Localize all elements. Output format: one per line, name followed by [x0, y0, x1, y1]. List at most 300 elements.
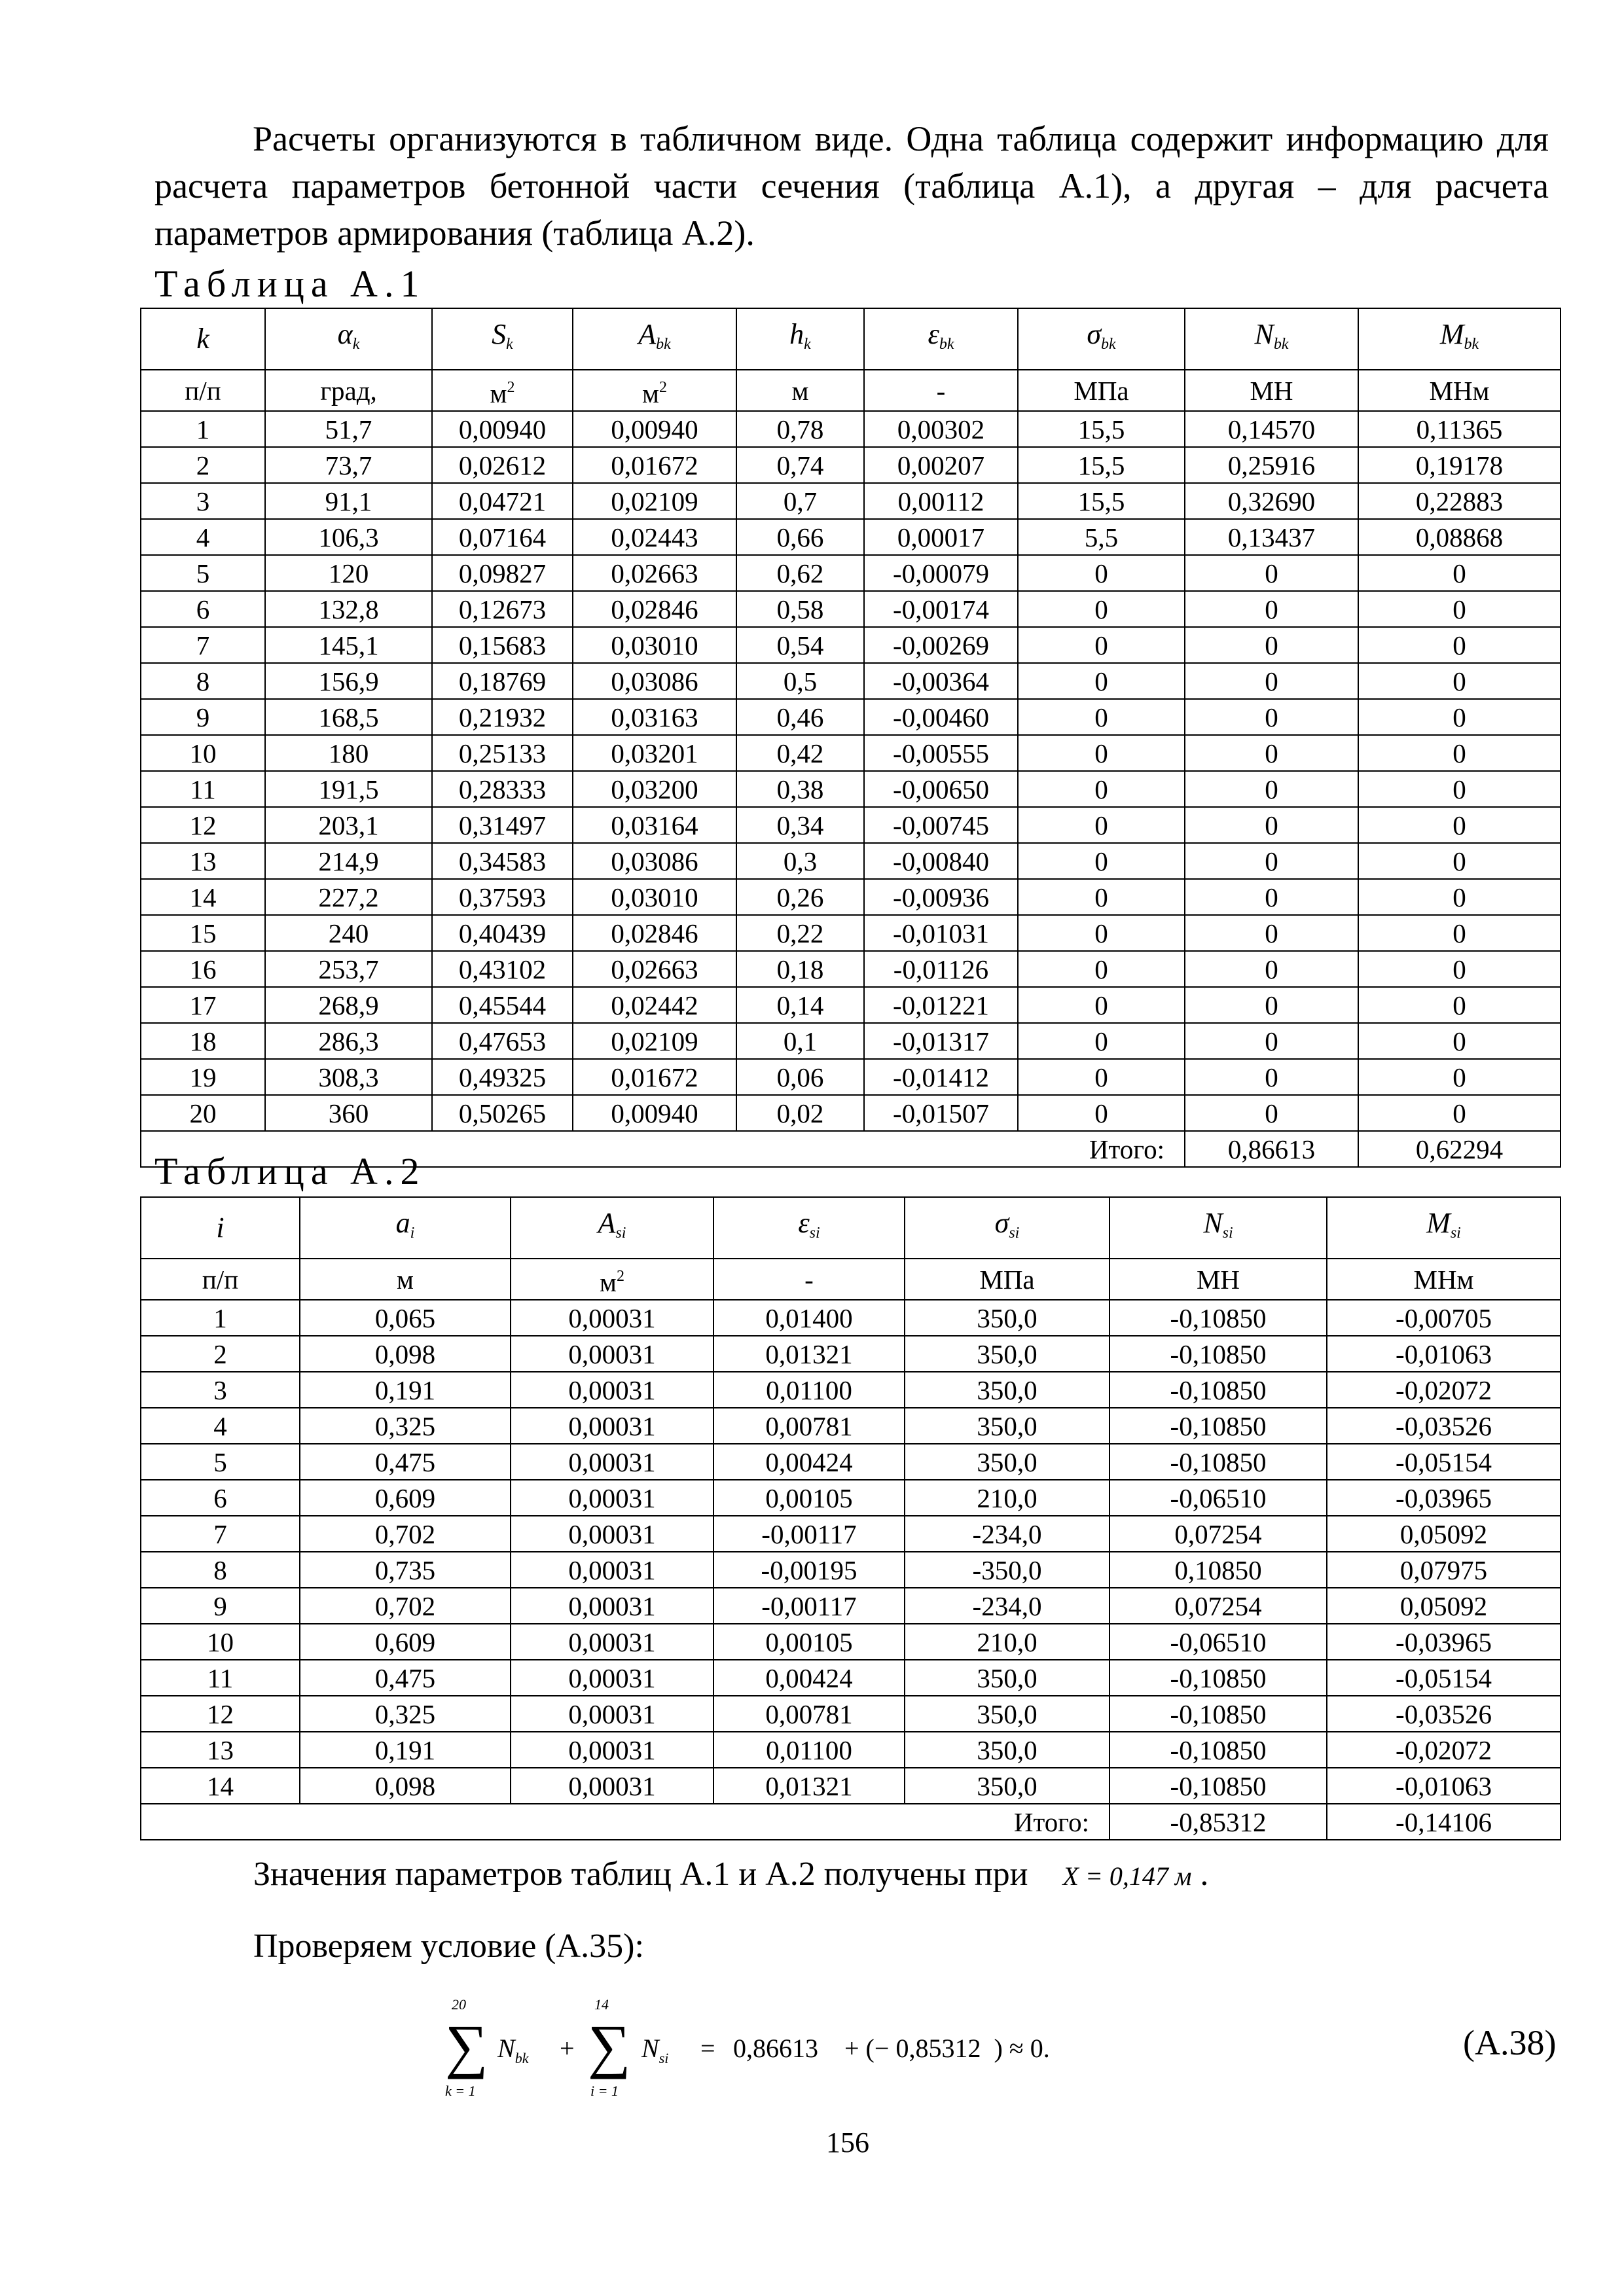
table1-cell: 0,28333: [432, 771, 573, 807]
table1-cell: 0: [1018, 699, 1185, 735]
table1-row: [141, 411, 1561, 447]
table2-cell: 0,00031: [511, 1336, 713, 1372]
table1-cell: 0: [1185, 771, 1358, 807]
table1-cell: 0,02612: [432, 447, 573, 483]
table1-cell: 6: [141, 591, 265, 627]
table1-cell: 360: [265, 1095, 432, 1131]
table1-unit-text: град,: [320, 375, 377, 406]
table2-unit-cell: [141, 1259, 300, 1300]
table2-unit-text: м: [397, 1264, 414, 1295]
table1-cell: 0,66: [736, 519, 864, 555]
table2-cell: 0,00031: [511, 1768, 713, 1804]
table1-cell: 0: [1358, 843, 1561, 879]
table2-row: [141, 1696, 1561, 1732]
table1-cell: 0,13437: [1185, 519, 1358, 555]
table2-cell: 0,01100: [713, 1372, 905, 1408]
table1-row: [141, 555, 1561, 591]
table1-cell: -0,01031: [864, 915, 1018, 951]
table1-cell: 11: [141, 771, 265, 807]
table1-cell: 0: [1185, 915, 1358, 951]
table1-cell: -0,00364: [864, 663, 1018, 699]
table2-cell: -0,00117: [713, 1588, 905, 1624]
table2-cell: 0,00031: [511, 1444, 713, 1480]
table1-header-cell: [432, 308, 573, 370]
table1-cell: 168,5: [265, 699, 432, 735]
table1-cell: 0,03200: [573, 771, 736, 807]
table2-row: [141, 1516, 1561, 1552]
table1-header-row: [141, 308, 1561, 370]
formula-value1: 0,86613: [733, 2034, 818, 2063]
table1-header-subscript: k: [506, 335, 513, 353]
table2-unit-cell: [713, 1259, 905, 1300]
table1-cell: 0: [1018, 1095, 1185, 1131]
table1-cell: 0,02663: [573, 951, 736, 987]
table1-cell: -0,01317: [864, 1023, 1018, 1059]
table2-cell: 350,0: [905, 1372, 1110, 1408]
table1-cell: -0,01412: [864, 1059, 1018, 1095]
table1-row: [141, 699, 1561, 735]
table1-cell: -0,01221: [864, 987, 1018, 1023]
table1-total-m: 0,62294: [1358, 1131, 1561, 1167]
table2-row: [141, 1480, 1561, 1516]
table1-cell: 0,03086: [573, 663, 736, 699]
table1-cell: 0: [1018, 915, 1185, 951]
table1-cell: -0,01507: [864, 1095, 1018, 1131]
table1-row: [141, 771, 1561, 807]
table2-cell: 0,00781: [713, 1696, 905, 1732]
table2-total-row: [141, 1804, 1561, 1840]
table1-cell: 91,1: [265, 483, 432, 519]
table2-cell: -0,10850: [1110, 1444, 1327, 1480]
table2-cell: -0,03526: [1327, 1696, 1561, 1732]
table1-cell: 0: [1358, 699, 1561, 735]
sum2-upper-limit: 14: [594, 1996, 609, 2013]
sum1-term: $N_{bk}$: [497, 2034, 529, 2066]
table2-cell: 0,098: [300, 1336, 511, 1372]
table1-cell: 253,7: [265, 951, 432, 987]
table1-unit-cell: [573, 370, 736, 411]
table2-cell: 350,0: [905, 1696, 1110, 1732]
sum1-upper-limit: 20: [452, 1996, 466, 2013]
table1-header-subscript: bk: [656, 335, 671, 353]
table1-unit-text: МН: [1250, 375, 1293, 406]
table1-cell: 0: [1018, 843, 1185, 879]
table2-cell: 4: [141, 1408, 300, 1444]
table2-unit-superscript: 2: [616, 1268, 624, 1285]
table-a1: [140, 308, 1561, 1168]
table2-header-symbol: i: [216, 1211, 225, 1244]
table1-cell: 20: [141, 1095, 265, 1131]
formula-value2: + (− 0,85312 ) ≈ 0.: [844, 2034, 1050, 2063]
table2-cell: 5: [141, 1444, 300, 1480]
table1-cell: 0: [1018, 627, 1185, 663]
table1-cell: 0,5: [736, 663, 864, 699]
table1-cell: 214,9: [265, 843, 432, 879]
table2-cell: -0,00705: [1327, 1300, 1561, 1336]
table1-cell: 15,5: [1018, 483, 1185, 519]
table1-unit-text: МПа: [1074, 375, 1129, 406]
table2-cell: 11: [141, 1660, 300, 1696]
table1-cell: 0,03010: [573, 879, 736, 915]
table1-header-subscript: bk: [939, 335, 954, 353]
table2-cell: 0,00031: [511, 1372, 713, 1408]
table1-row: [141, 1023, 1561, 1059]
table2-header-cell: [300, 1197, 511, 1259]
table2-cell: -0,10850: [1110, 1768, 1327, 1804]
table2-caption: Таблица А.2: [154, 1150, 426, 1193]
table2-cell: 14: [141, 1768, 300, 1804]
table1-cell: 9: [141, 699, 265, 735]
table1-cell: 0,02109: [573, 1023, 736, 1059]
table1-cell: 0,19178: [1358, 447, 1561, 483]
table2-unit-cell: [1327, 1259, 1561, 1300]
table1-cell: 0: [1185, 951, 1358, 987]
table1-cell: 0: [1185, 879, 1358, 915]
table1-cell: 0,11365: [1358, 411, 1561, 447]
table1-unit-text: МНм: [1429, 375, 1490, 406]
table1-cell: 0,06: [736, 1059, 864, 1095]
table1-cell: 286,3: [265, 1023, 432, 1059]
table1-unit-superscript: 2: [507, 379, 515, 396]
table2-header-cell: [713, 1197, 905, 1259]
table1-cell: 0: [1018, 1059, 1185, 1095]
table1-cell: 0: [1185, 843, 1358, 879]
table1-row: [141, 1095, 1561, 1131]
table2-header-symbol: a: [395, 1206, 410, 1239]
sum2-symbol: ∑: [588, 2013, 631, 2079]
table2-cell: 0,01100: [713, 1732, 905, 1768]
table1-header-symbol: α: [337, 317, 353, 350]
table2-unit-cell: [905, 1259, 1110, 1300]
table1-cell: 0,02: [736, 1095, 864, 1131]
table2-cell: 0,702: [300, 1588, 511, 1624]
table2-header-symbol: σ: [994, 1206, 1009, 1239]
table1-row: [141, 843, 1561, 879]
table1-cell: 51,7: [265, 411, 432, 447]
table2-cell: 350,0: [905, 1660, 1110, 1696]
table2-cell: 0,191: [300, 1372, 511, 1408]
table1-row: [141, 1059, 1561, 1095]
table1-cell: 0: [1018, 951, 1185, 987]
table1-cell: 0,02109: [573, 483, 736, 519]
table2-cell: -234,0: [905, 1516, 1110, 1552]
table1-cell: 0,22883: [1358, 483, 1561, 519]
sum1-lower-limit: k = 1: [445, 2083, 476, 2099]
table1-cell: 0,31497: [432, 807, 573, 843]
table2-cell: 0,325: [300, 1408, 511, 1444]
table1-cell: 0,15683: [432, 627, 573, 663]
table2-cell: 0,00105: [713, 1624, 905, 1660]
table1-row: [141, 915, 1561, 951]
table2-unit-text: МНм: [1413, 1264, 1474, 1295]
table1-cell: 0,09827: [432, 555, 573, 591]
table1-header-cell: [1358, 308, 1561, 370]
table1-unit-cell: [1018, 370, 1185, 411]
table1-cell: 0,50265: [432, 1095, 573, 1131]
table2-unit-cell: [511, 1259, 713, 1300]
table2-cell: -0,10850: [1110, 1732, 1327, 1768]
table2-cell: 350,0: [905, 1408, 1110, 1444]
table2-cell: 0,00424: [713, 1444, 905, 1480]
table2-cell: -0,10850: [1110, 1336, 1327, 1372]
table1-unit-text: -: [936, 375, 946, 406]
table-a2: [140, 1196, 1561, 1840]
table1-cell: 0,54: [736, 627, 864, 663]
table1-row: [141, 447, 1561, 483]
table1-cell: 106,3: [265, 519, 432, 555]
table2-cell: 3: [141, 1372, 300, 1408]
table1-cell: 5: [141, 555, 265, 591]
table1-cell: 0: [1358, 1023, 1561, 1059]
table2-cell: 8: [141, 1552, 300, 1588]
table1-header-symbol: h: [789, 317, 804, 350]
table2-unit-text: МН: [1196, 1264, 1240, 1295]
sum-formula: [445, 1996, 1231, 2101]
table2-header-symbol: ε: [798, 1206, 810, 1239]
table2-header-symbol: A: [598, 1206, 616, 1239]
table1-header-symbol: σ: [1087, 317, 1102, 350]
values-line: [253, 1854, 1208, 1897]
table1-header-symbol: M: [1439, 317, 1464, 350]
page-number: 156: [826, 2126, 869, 2159]
table2-cell: -0,03526: [1327, 1408, 1561, 1444]
table2-row: [141, 1336, 1561, 1372]
table2-cell: -0,01063: [1327, 1768, 1561, 1804]
table2-cell: -0,02072: [1327, 1372, 1561, 1408]
table1-header-symbol: N: [1254, 317, 1274, 350]
table1-cell: 12: [141, 807, 265, 843]
table1-cell: 0: [1018, 807, 1185, 843]
table2-cell: 0,01400: [713, 1300, 905, 1336]
table1-cell: 0,21932: [432, 699, 573, 735]
table1-cell: 0: [1358, 555, 1561, 591]
table2-row: [141, 1408, 1561, 1444]
table1-cell: 203,1: [265, 807, 432, 843]
table1-cell: 19: [141, 1059, 265, 1095]
table1-unit-text: м: [791, 375, 809, 406]
table1-cell: 0,03201: [573, 735, 736, 771]
table2-cell: 0,00031: [511, 1732, 713, 1768]
table1-row: [141, 807, 1561, 843]
table1-cell: 0,00940: [432, 411, 573, 447]
table1-cell: 0: [1185, 627, 1358, 663]
table1-row: [141, 591, 1561, 627]
table1-header-cell: [573, 308, 736, 370]
table1-cell: 0: [1018, 771, 1185, 807]
table2-cell: 0,00031: [511, 1696, 713, 1732]
table2-cell: 7: [141, 1516, 300, 1552]
table2-cell: 0,325: [300, 1696, 511, 1732]
table2-header-cell: [1327, 1197, 1561, 1259]
table1-cell: 0,08868: [1358, 519, 1561, 555]
table1-row: [141, 519, 1561, 555]
table1-header-symbol: A: [638, 317, 657, 350]
table2-row: [141, 1552, 1561, 1588]
table2-cell: -0,10850: [1110, 1300, 1327, 1336]
check-line: Проверяем условие (А.35):: [253, 1928, 644, 1965]
table1-cell: 0,00940: [573, 1095, 736, 1131]
table1-cell: 0,42: [736, 735, 864, 771]
table2-row: [141, 1300, 1561, 1336]
table2-cell: 0,07254: [1110, 1516, 1327, 1552]
table2-header-subscript: i: [410, 1224, 415, 1242]
table1-cell: 0,02846: [573, 915, 736, 951]
table2-cell: 0,10850: [1110, 1552, 1327, 1588]
table1-unit-cell: [1185, 370, 1358, 411]
table2-cell: 0,00424: [713, 1660, 905, 1696]
table2-header-cell: [141, 1197, 300, 1259]
table2-cell: 0,00031: [511, 1588, 713, 1624]
table1-unit-text: м: [490, 378, 507, 408]
sum2-lower-limit: i = 1: [590, 2083, 619, 2099]
table2-cell: 0,07975: [1327, 1552, 1561, 1588]
table1-header-subscript: bk: [1273, 335, 1289, 353]
table2-cell: 12: [141, 1696, 300, 1732]
table1-cell: 0: [1358, 771, 1561, 807]
table1-cell: 0: [1185, 735, 1358, 771]
table1-cell: 0,02846: [573, 591, 736, 627]
table2-total-n: -0,85312: [1110, 1804, 1327, 1840]
table2-header-subscript: si: [809, 1224, 820, 1242]
table1-cell: 227,2: [265, 879, 432, 915]
table2-cell: -0,00117: [713, 1516, 905, 1552]
table1-header-subscript: bk: [1464, 335, 1479, 353]
table1-unit-cell: [864, 370, 1018, 411]
table2-cell: -0,10850: [1110, 1372, 1327, 1408]
table1-cell: 0: [1358, 1095, 1561, 1131]
table2-cell: 0,00031: [511, 1552, 713, 1588]
table1-header-symbol: k: [196, 323, 209, 355]
table1-cell: 0,14: [736, 987, 864, 1023]
table2-cell: 210,0: [905, 1480, 1110, 1516]
table1-cell: 0,22: [736, 915, 864, 951]
table1-cell: 0,18: [736, 951, 864, 987]
table1-cell: 0,02443: [573, 519, 736, 555]
table1-cell: 240: [265, 915, 432, 951]
table1-cell: 0: [1185, 555, 1358, 591]
table2-cell: 350,0: [905, 1444, 1110, 1480]
table2-cell: -0,06510: [1110, 1624, 1327, 1660]
table1-cell: 0,00017: [864, 519, 1018, 555]
table1-cell: 0: [1185, 591, 1358, 627]
table1-cell: 0: [1358, 663, 1561, 699]
table1-cell: 0,34583: [432, 843, 573, 879]
table1-unit-text: м: [642, 378, 659, 408]
table1-cell: 0: [1185, 1095, 1358, 1131]
table1-unit-cell: [265, 370, 432, 411]
table1-header-cell: [265, 308, 432, 370]
values-line-end: .: [1200, 1856, 1209, 1893]
table1-cell: 8: [141, 663, 265, 699]
table1-cell: 0: [1358, 915, 1561, 951]
table1-cell: 0,03086: [573, 843, 736, 879]
table1-cell: 0,00940: [573, 411, 736, 447]
table2-cell: 0,00031: [511, 1300, 713, 1336]
values-line-text: Значения параметров таблиц А.1 и А.2 получены при: [253, 1856, 1028, 1893]
x-value: X = 0,147 м: [1062, 1861, 1192, 1891]
table1-header-cell: [1185, 308, 1358, 370]
table2-unit-text: -: [804, 1264, 814, 1295]
table1-cell: 0,74: [736, 447, 864, 483]
table1-cell: 3: [141, 483, 265, 519]
table1-row: [141, 735, 1561, 771]
table2-cell: -0,05154: [1327, 1660, 1561, 1696]
table1-cell: 0: [1185, 987, 1358, 1023]
table1-cell: 0,00302: [864, 411, 1018, 447]
table1-units-row: [141, 370, 1561, 411]
table1-cell: 15,5: [1018, 447, 1185, 483]
table2-cell: 0,07254: [1110, 1588, 1327, 1624]
table2-cell: -0,10850: [1110, 1660, 1327, 1696]
table2-cell: 0,475: [300, 1660, 511, 1696]
table2-cell: 0,05092: [1327, 1588, 1561, 1624]
table2-cell: -0,00195: [713, 1552, 905, 1588]
table1-header-subscript: k: [804, 335, 811, 353]
table1-cell: 0: [1185, 807, 1358, 843]
table1-cell: 0,01672: [573, 1059, 736, 1095]
table1-cell: 0,1: [736, 1023, 864, 1059]
table1-cell: 0: [1358, 987, 1561, 1023]
table1-cell: 0: [1358, 627, 1561, 663]
table1-cell: 0: [1358, 951, 1561, 987]
table1-cell: 0,58: [736, 591, 864, 627]
table2-cell: -0,03965: [1327, 1624, 1561, 1660]
table1-cell: 0,07164: [432, 519, 573, 555]
plus-sign: +: [560, 2034, 575, 2063]
table1-total-n: 0,86613: [1185, 1131, 1358, 1167]
table1-cell: 0: [1358, 591, 1561, 627]
table2-cell: 0,191: [300, 1732, 511, 1768]
table2-cell: 6: [141, 1480, 300, 1516]
table2-header-subscript: si: [1222, 1224, 1233, 1242]
table1-cell: 5,5: [1018, 519, 1185, 555]
table1-cell: -0,00936: [864, 879, 1018, 915]
table1-cell: 0,03163: [573, 699, 736, 735]
table1-cell: 0,25916: [1185, 447, 1358, 483]
table1-cell: 15,5: [1018, 411, 1185, 447]
table1-row: [141, 987, 1561, 1023]
table2-cell: 9: [141, 1588, 300, 1624]
table1-cell: 0: [1358, 1059, 1561, 1095]
table2-cell: 10: [141, 1624, 300, 1660]
table1-header-symbol: S: [492, 317, 507, 350]
table2-row: [141, 1768, 1561, 1804]
table2-row: [141, 1588, 1561, 1624]
table1-cell: -0,00745: [864, 807, 1018, 843]
table2-cell: 350,0: [905, 1768, 1110, 1804]
table2-cell: -0,10850: [1110, 1696, 1327, 1732]
table1-row: [141, 879, 1561, 915]
table1-cell: 0,34: [736, 807, 864, 843]
table2-header-row: [141, 1197, 1561, 1259]
table1-cell: 0: [1018, 1023, 1185, 1059]
table2-unit-cell: [300, 1259, 511, 1300]
table1-cell: 0,7: [736, 483, 864, 519]
table2-cell: -350,0: [905, 1552, 1110, 1588]
table1-cell: 180: [265, 735, 432, 771]
table2-cell: 0,00781: [713, 1408, 905, 1444]
table1-cell: 7: [141, 627, 265, 663]
table1-cell: -0,00840: [864, 843, 1018, 879]
table2-cell: 0,735: [300, 1552, 511, 1588]
table1-cell: 0: [1185, 699, 1358, 735]
table1-cell: -0,00079: [864, 555, 1018, 591]
table1-cell: 0: [1358, 735, 1561, 771]
table2-unit-text: м: [600, 1267, 617, 1297]
table2-cell: 0,00031: [511, 1480, 713, 1516]
table2-cell: 0,098: [300, 1768, 511, 1804]
table1-cell: 13: [141, 843, 265, 879]
